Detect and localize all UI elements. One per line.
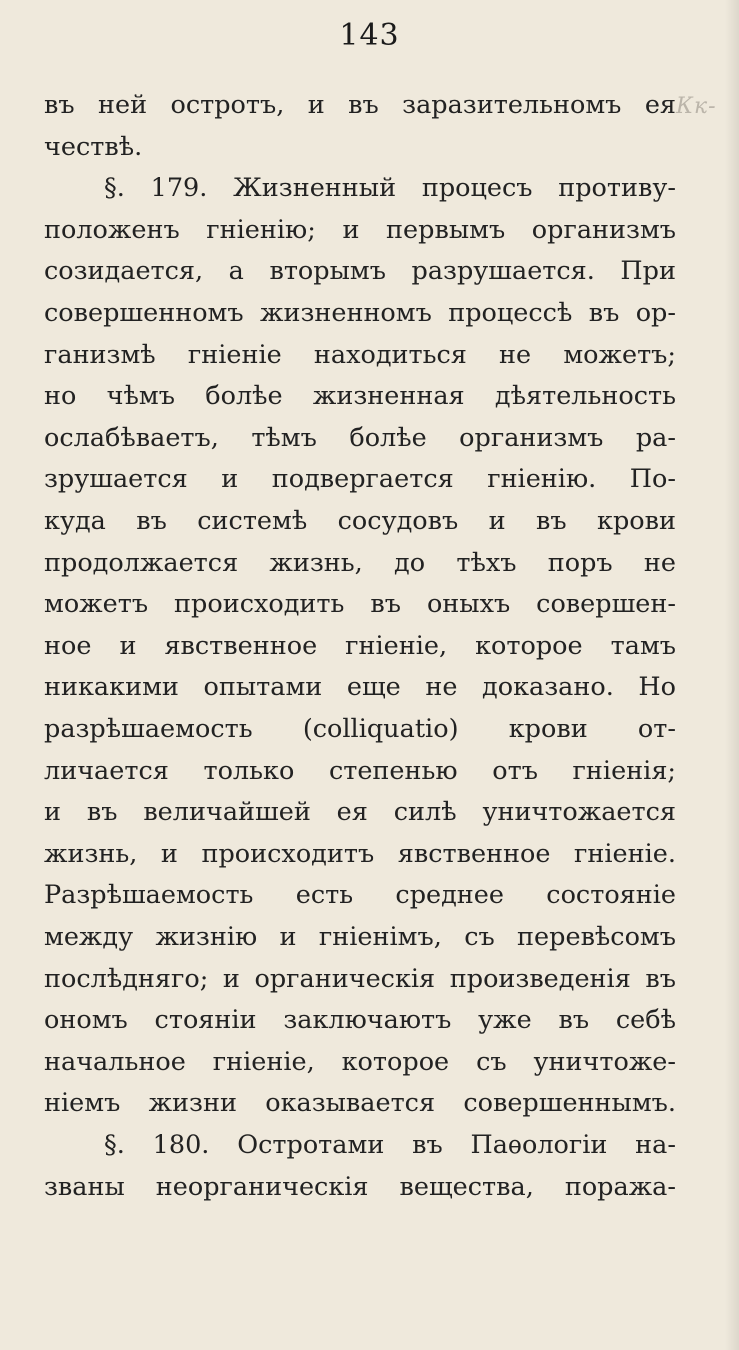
text-line: положенъ гніенію; и первымъ организмъ [44,214,676,245]
bleed-through-text: Кк- [676,94,717,119]
text-line: продолжается жизнь, до тѣхъ поръ не [44,547,676,578]
text-line: зрушается и подвергается гніенію. По- [44,464,676,495]
text-line: §. 180. Остротами въ Паѳологіи на- [104,1130,676,1160]
text-line: ніемъ жизни оказывается совершеннымъ. [44,1088,676,1119]
text-line: чествѣ. [44,131,143,162]
page-number: 143 [339,18,400,53]
text-line: куда въ системѣ сосудовъ и въ крови [44,506,676,536]
text-line: можетъ происходить въ оныхъ совершен- [44,589,676,620]
text-line: въ ней остротъ, и въ заразительномъ ея [44,90,676,120]
text-line: начальное гніеніе, которое съ уничтоже- [44,1046,676,1077]
text-line: между жизнію и гніенімъ, съ перевѣсомъ [44,922,676,952]
text-line: ослабѣваетъ, тѣмъ болѣе организмъ ра- [44,422,676,453]
text-line: званы неорганическія вещества, поража- [44,1171,676,1202]
text-line: и въ величайшей ея силѣ уничтожается [44,797,676,828]
text-line: личается только степенью отъ гніенія; [44,755,676,786]
text-line: ономъ стояніи заключаютъ уже въ себѣ [44,1005,676,1036]
text-line: Разрѣшаемость есть среднее состояніе [44,880,676,911]
text-line: но чѣмъ болѣе жизненная дѣятельность [44,381,676,412]
text-line: §. 179. Жизненный процесъ противу- [104,173,676,204]
text-line: созидается, а вторымъ разрушается. При [44,256,676,287]
page-edge-shadow [725,0,739,1350]
text-line: разрѣшаемость (colliquatio) крови от- [44,714,676,744]
text-line: жизнь, и происходитъ явственное гніеніе. [44,838,676,869]
text-line: ганизмѣ гніеніе находиться не можетъ; [44,339,676,370]
text-line: никакими опытами еще не доказано. Но [44,672,676,703]
text-line: послѣдняго; и органическія произведенія въ [44,963,676,994]
text-line: совершенномъ жизненномъ процессѣ въ ор- [44,298,676,328]
text-line: ное и явственное гніеніе, которое тамъ [44,630,676,661]
